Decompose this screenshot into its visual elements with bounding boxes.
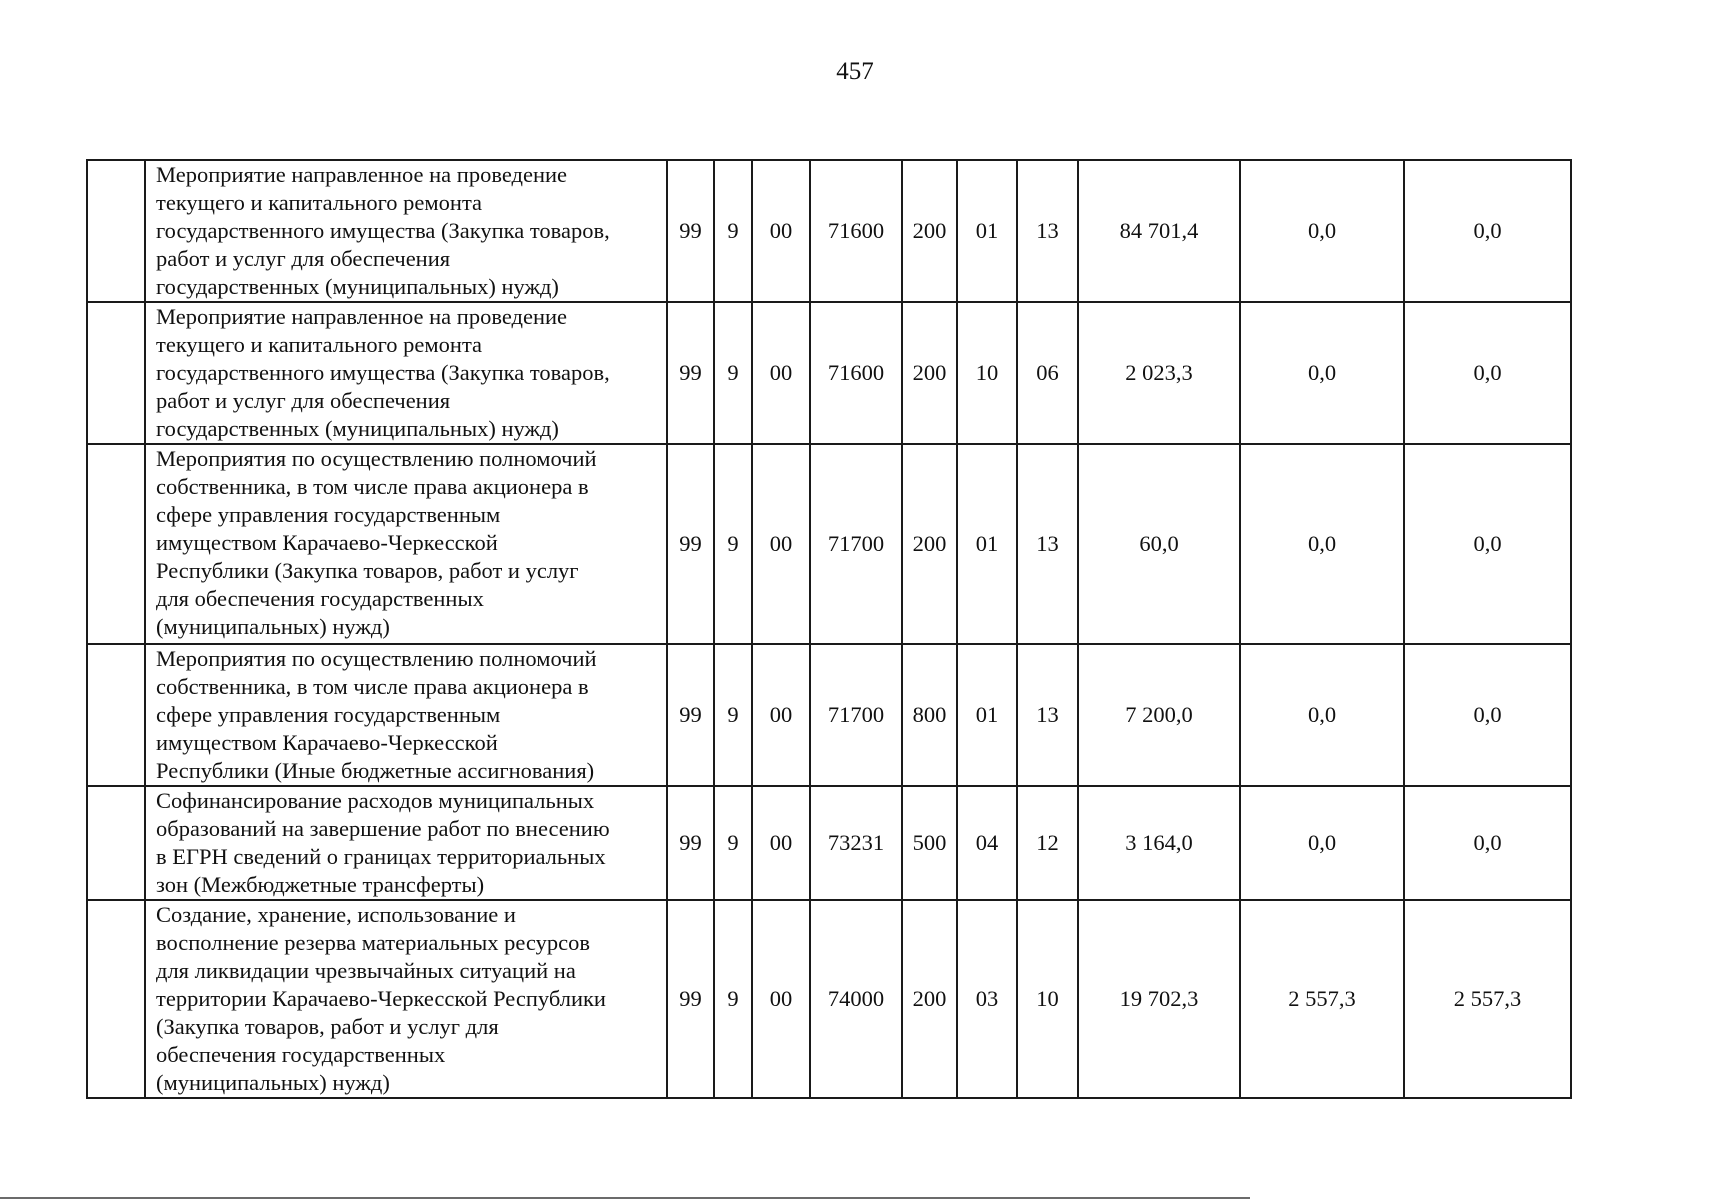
expense-type-cell: 800 <box>902 644 957 786</box>
subsection-cell: 13 <box>1017 160 1078 302</box>
code-subprogram-cell: 9 <box>714 786 752 900</box>
amount-year2-cell: 0,0 <box>1240 160 1404 302</box>
description-line: текущего и капитального ремонта <box>156 190 483 215</box>
description-line: Мероприятие направленное на проведение <box>156 304 568 329</box>
description-line: работ и услуг для обеспечения <box>156 388 451 413</box>
section-cell: 10 <box>957 302 1017 444</box>
subsection-cell: 06 <box>1017 302 1078 444</box>
code-program-cell: 99 <box>667 786 714 900</box>
description-line: Республики (Иные бюджетные ассигнования) <box>156 758 595 783</box>
expense-type-cell: 200 <box>902 302 957 444</box>
description-line: (Закупка товаров, работ и услуг для <box>156 1014 499 1039</box>
amount-year3-cell: 2 557,3 <box>1404 900 1571 1098</box>
description-line: для обеспечения государственных <box>156 586 484 611</box>
table-body <box>87 160 1571 1098</box>
row-index-cell <box>87 160 145 302</box>
description-line: собственника, в том числе права акционера в <box>156 474 589 499</box>
amount-year1-cell: 3 164,0 <box>1078 786 1240 900</box>
amount-year2-cell: 0,0 <box>1240 786 1404 900</box>
amount-year3-cell: 0,0 <box>1404 444 1571 644</box>
subsection-cell: 13 <box>1017 644 1078 786</box>
subsection-cell: 10 <box>1017 900 1078 1098</box>
description-line: Республики (Закупка товаров, работ и услуг <box>156 558 579 583</box>
amount-year3-cell: 0,0 <box>1404 160 1571 302</box>
amount-year1-cell: 19 702,3 <box>1078 900 1240 1098</box>
description-line: образований на завершение работ по внесению <box>156 816 610 841</box>
description-line: для ликвидации чрезвычайных ситуаций на <box>156 958 576 983</box>
description-cell <box>145 444 667 644</box>
description-line: сфере управления государственным <box>156 502 501 527</box>
code-direction-cell: 71600 <box>810 160 902 302</box>
description-line: государственного имущества (Закупка товаров, <box>156 360 610 385</box>
code-event-group-cell: 00 <box>752 302 810 444</box>
code-direction-cell: 74000 <box>810 900 902 1098</box>
description-line: Мероприятия по осуществлению полномочий <box>156 646 597 671</box>
row-index-cell <box>87 900 145 1098</box>
row-index-cell <box>87 444 145 644</box>
row-index-cell <box>87 786 145 900</box>
amount-year3-cell: 0,0 <box>1404 786 1571 900</box>
description-line: Мероприятия по осуществлению полномочий <box>156 446 597 471</box>
code-direction-cell: 71700 <box>810 444 902 644</box>
table-row <box>87 786 1571 900</box>
code-direction-cell: 73231 <box>810 786 902 900</box>
amount-year2-cell: 2 557,3 <box>1240 900 1404 1098</box>
amount-year1-cell: 84 701,4 <box>1078 160 1240 302</box>
table-row <box>87 444 1571 644</box>
table-row <box>87 160 1571 302</box>
description-cell <box>145 786 667 900</box>
description-line: Создание, хранение, использование и <box>156 902 516 927</box>
description-line: в ЕГРН сведений о границах территориальных <box>156 844 606 869</box>
row-index-cell <box>87 644 145 786</box>
bottom-rule <box>0 1197 1250 1199</box>
code-subprogram-cell: 9 <box>714 302 752 444</box>
description-line: обеспечения государственных <box>156 1042 446 1067</box>
description-cell <box>145 302 667 444</box>
description-cell <box>145 900 667 1098</box>
description-line: Мероприятие направленное на проведение <box>156 162 568 187</box>
code-program-cell: 99 <box>667 900 714 1098</box>
code-event-group-cell: 00 <box>752 444 810 644</box>
code-direction-cell: 71700 <box>810 644 902 786</box>
code-event-group-cell: 00 <box>752 160 810 302</box>
amount-year1-cell: 60,0 <box>1078 444 1240 644</box>
description-line: Софинансирование расходов муниципальных <box>156 788 595 813</box>
expense-type-cell: 200 <box>902 160 957 302</box>
description-line: имуществом Карачаево-Черкесской <box>156 530 498 555</box>
expense-type-cell: 500 <box>902 786 957 900</box>
amount-year3-cell: 0,0 <box>1404 302 1571 444</box>
description-line: текущего и капитального ремонта <box>156 332 483 357</box>
amount-year2-cell: 0,0 <box>1240 644 1404 786</box>
expense-type-cell: 200 <box>902 900 957 1098</box>
amount-year2-cell: 0,0 <box>1240 302 1404 444</box>
code-subprogram-cell: 9 <box>714 644 752 786</box>
row-index-cell <box>87 302 145 444</box>
budget-table <box>86 159 1572 1099</box>
table-row <box>87 644 1571 786</box>
description-line: работ и услуг для обеспечения <box>156 246 451 271</box>
code-program-cell: 99 <box>667 160 714 302</box>
description-cell <box>145 644 667 786</box>
code-subprogram-cell: 9 <box>714 444 752 644</box>
section-cell: 03 <box>957 900 1017 1098</box>
amount-year2-cell: 0,0 <box>1240 444 1404 644</box>
amount-year1-cell: 2 023,3 <box>1078 302 1240 444</box>
subsection-cell: 12 <box>1017 786 1078 900</box>
description-line: зон (Межбюджетные трансферты) <box>156 872 485 897</box>
description-cell <box>145 160 667 302</box>
code-program-cell: 99 <box>667 444 714 644</box>
code-program-cell: 99 <box>667 302 714 444</box>
description-line: имуществом Карачаево-Черкесской <box>156 730 498 755</box>
amount-year1-cell: 7 200,0 <box>1078 644 1240 786</box>
description-line: (муниципальных) нужд) <box>156 1070 390 1095</box>
expense-type-cell: 200 <box>902 444 957 644</box>
section-cell: 01 <box>957 160 1017 302</box>
code-event-group-cell: 00 <box>752 644 810 786</box>
description-line: восполнение резерва материальных ресурсов <box>156 930 590 955</box>
code-program-cell: 99 <box>667 644 714 786</box>
description-line: собственника, в том числе права акционера в <box>156 674 589 699</box>
code-event-group-cell: 00 <box>752 900 810 1098</box>
section-cell: 01 <box>957 644 1017 786</box>
description-line: (муниципальных) нужд) <box>156 614 390 639</box>
section-cell: 01 <box>957 444 1017 644</box>
subsection-cell: 13 <box>1017 444 1078 644</box>
section-cell: 04 <box>957 786 1017 900</box>
description-line: территории Карачаево-Черкесской Республики <box>156 986 606 1011</box>
description-line: государственного имущества (Закупка товаров, <box>156 218 610 243</box>
code-subprogram-cell: 9 <box>714 900 752 1098</box>
description-line: государственных (муниципальных) нужд) <box>156 416 559 441</box>
description-line: государственных (муниципальных) нужд) <box>156 274 559 299</box>
code-event-group-cell: 00 <box>752 786 810 900</box>
table-row <box>87 900 1571 1098</box>
description-line: сфере управления государственным <box>156 702 501 727</box>
amount-year3-cell: 0,0 <box>1404 644 1571 786</box>
code-direction-cell: 71600 <box>810 302 902 444</box>
table-row <box>87 302 1571 444</box>
code-subprogram-cell: 9 <box>714 160 752 302</box>
page-number: 457 <box>836 58 874 85</box>
